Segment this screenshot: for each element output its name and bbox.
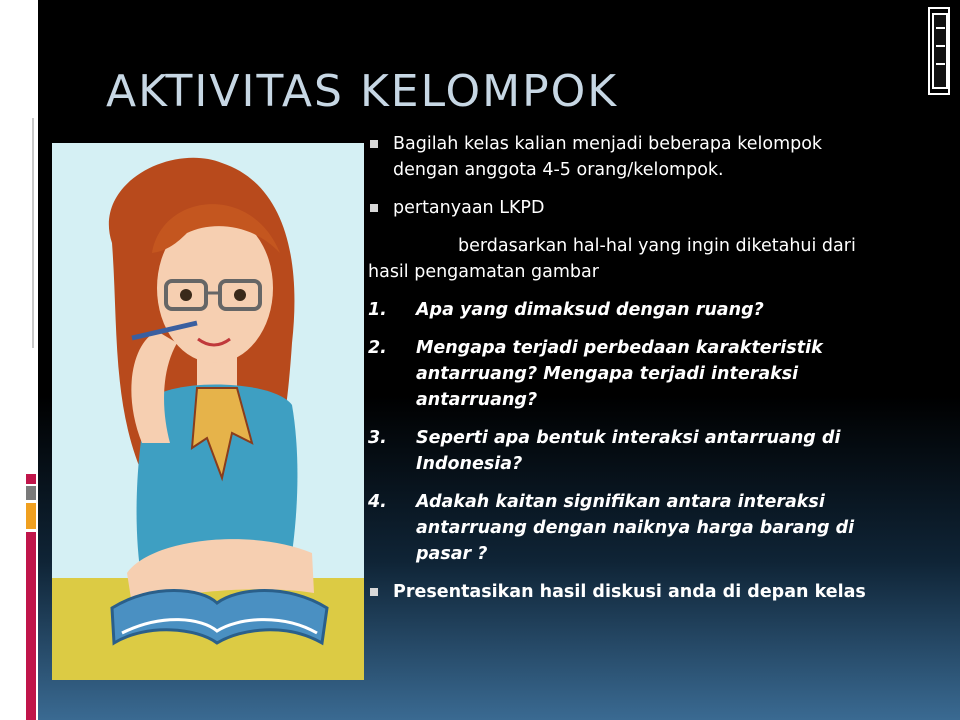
question-text: Apa yang dimaksud dengan ruang? [416, 300, 764, 320]
question-item [368, 297, 888, 323]
accent-block-red-bottom [26, 532, 36, 720]
slide-title: AKTIVITAS KELOMPOK [106, 66, 619, 117]
document-stack-icon [928, 6, 952, 96]
question-number: 1. [368, 300, 387, 320]
paragraph-text: berdasarkan hal-hal yang ingin diketahui dari hasil pengamatan gambar [368, 236, 856, 282]
question-item [368, 489, 888, 567]
bullet-item [368, 579, 888, 605]
accent-block-red-top [26, 474, 36, 484]
question-number: 4. [368, 492, 387, 512]
bullet-text: Presentasikan hasil diskusi anda di depan kelas [393, 582, 866, 602]
slide-content [368, 131, 888, 617]
question-text: Mengapa terjadi perbedaan karakteristik antarruang? Mengapa terjadi interaksi antarruang? [416, 338, 823, 410]
accent-block-orange [26, 503, 36, 529]
question-number: 2. [368, 338, 387, 358]
question-text: Adakah kaitan signifikan antara interaksi antarruang dengan naiknya harga barang di pasar ? [416, 492, 855, 564]
bullet-text: pertanyaan LKPD [393, 198, 545, 218]
question-item [368, 335, 888, 413]
question-number: 3. [368, 428, 387, 448]
student-reading-illustration [52, 143, 364, 680]
decorative-line [32, 118, 34, 348]
bullet-item [368, 195, 888, 221]
question-item [368, 425, 888, 477]
square-bullet-icon [370, 204, 378, 212]
square-bullet-icon [370, 588, 378, 596]
question-text: Seperti apa bentuk interaksi antarruang di Indonesia? [416, 428, 841, 474]
square-bullet-icon [370, 140, 378, 148]
accent-block-gray [26, 486, 36, 500]
bullet-item [368, 131, 888, 183]
bullet-text: Bagilah kelas kalian menjadi beberapa kelompok dengan anggota 4-5 orang/kelompok. [393, 134, 823, 180]
slide [38, 0, 960, 720]
